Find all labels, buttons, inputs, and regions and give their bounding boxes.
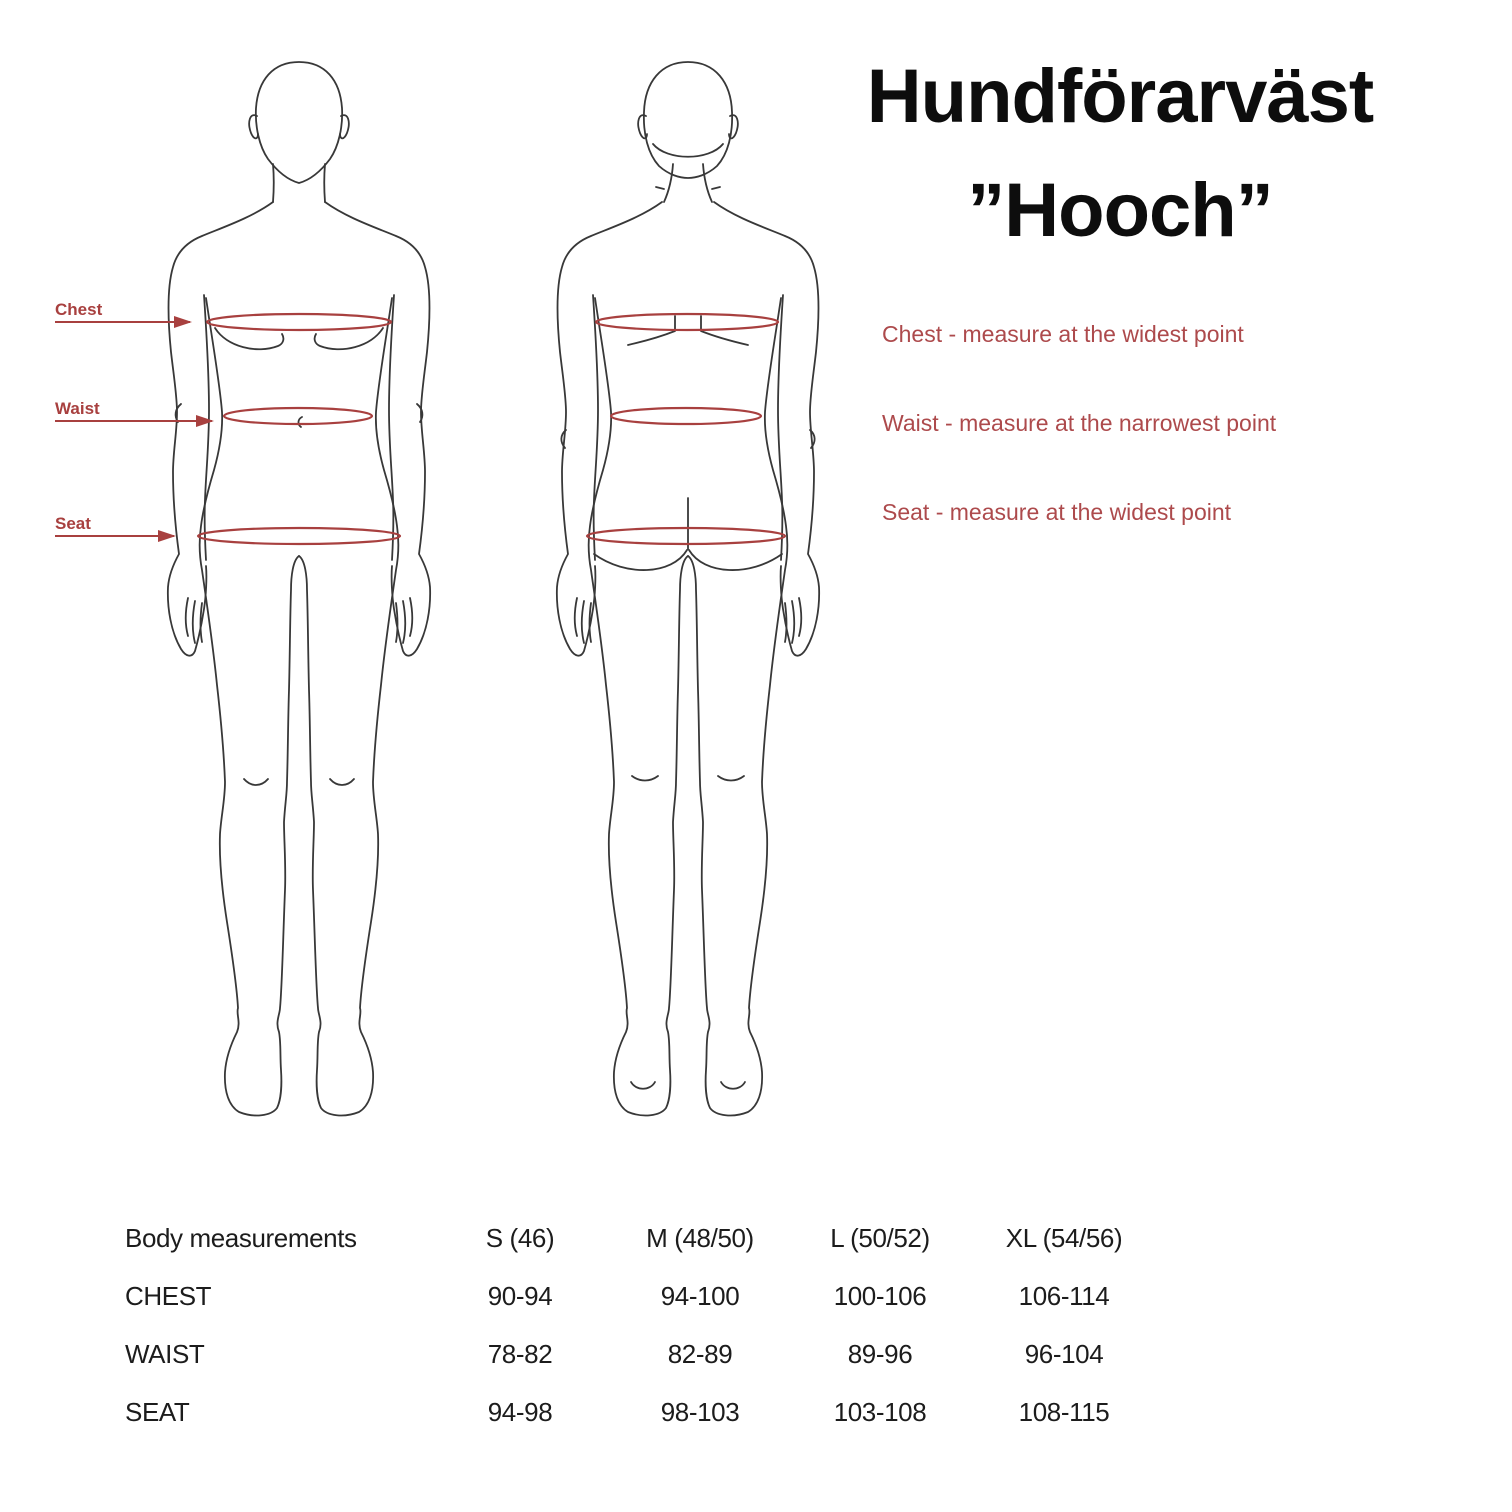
buttock-curve-left	[594, 550, 687, 570]
seat-ellipse-back	[587, 528, 785, 544]
chest-value-s: 90-94	[487, 1280, 553, 1311]
waist-value-m: 82-89	[667, 1338, 733, 1369]
seat-value-m: 98-103	[660, 1396, 740, 1427]
back-inner-arm-line	[778, 295, 783, 560]
row-label-chest: CHEST	[125, 1280, 212, 1311]
table-header-size-l: L (50/52)	[830, 1222, 930, 1253]
table-header-size-xl: XL (54/56)	[1005, 1222, 1123, 1253]
front-figure	[168, 62, 430, 1115]
waist-instruction: Waist - measure at the narrowest point	[882, 410, 1277, 436]
seat-instruction: Seat - measure at the widest point	[882, 499, 1232, 525]
waist-value-xl: 96-104	[1024, 1338, 1104, 1369]
pec-curve	[315, 328, 383, 349]
nape-hairline-curve	[653, 144, 723, 157]
waist-value-s: 78-82	[487, 1338, 553, 1369]
front-shoulder-arm-hand-outline	[325, 202, 430, 656]
back-torso-leg-outline	[688, 298, 787, 1115]
table-row-waist	[125, 1325, 1173, 1383]
seat-value-xl: 108-115	[1018, 1396, 1110, 1427]
seat-value-s: 94-98	[487, 1396, 553, 1427]
back-figure	[557, 62, 819, 1115]
chest-value-m: 94-100	[660, 1280, 740, 1311]
knee-dimple	[330, 779, 354, 785]
chest-ellipse-front	[207, 314, 391, 330]
row-label-seat: SEAT	[125, 1396, 190, 1427]
seat-value-l: 103-108	[833, 1396, 927, 1427]
waist-arrow-label: Waist	[55, 399, 100, 418]
table-header-size-s: S (46)	[485, 1222, 555, 1253]
buttock-curve-right	[689, 550, 782, 570]
page-title-line2: ”Hooch”	[967, 168, 1273, 253]
table-header-size-m: M (48/50)	[646, 1222, 754, 1253]
front-neck-line	[324, 164, 325, 202]
front-head-outline	[256, 62, 342, 183]
chest-arrow-label: Chest	[55, 300, 103, 319]
waist-value-l: 89-96	[847, 1338, 913, 1369]
chest-value-l: 100-106	[833, 1280, 927, 1311]
seat-ellipse-front	[198, 528, 400, 544]
back-neck-line	[703, 164, 712, 202]
neck-tick	[712, 187, 720, 189]
chest-ellipse-back	[596, 314, 778, 330]
back-shoulder-arm-hand-outline	[714, 202, 819, 656]
page-title	[820, 40, 1420, 268]
waist-ellipse-back	[611, 408, 761, 424]
chest-value-xl: 106-114	[1018, 1280, 1110, 1311]
front-torso-leg-outline	[299, 298, 398, 1115]
back-knee-crease	[718, 776, 744, 781]
chest-instruction: Chest - measure at the widest point	[882, 321, 1244, 347]
page-title-line1: Hundförarväst	[866, 54, 1374, 139]
heel-curve	[721, 1082, 745, 1089]
table-header-body-measurements: Body measurements	[125, 1222, 357, 1253]
back-head-outline	[644, 62, 732, 178]
table-row-chest	[125, 1267, 1173, 1325]
size-table	[125, 1209, 1173, 1441]
size-table-header-row	[125, 1209, 1173, 1267]
row-label-waist: WAIST	[125, 1338, 205, 1369]
navel-mark	[298, 417, 302, 427]
table-row-seat	[125, 1383, 1173, 1441]
seat-arrow-label: Seat	[55, 514, 91, 533]
front-inner-arm-line	[389, 295, 394, 560]
